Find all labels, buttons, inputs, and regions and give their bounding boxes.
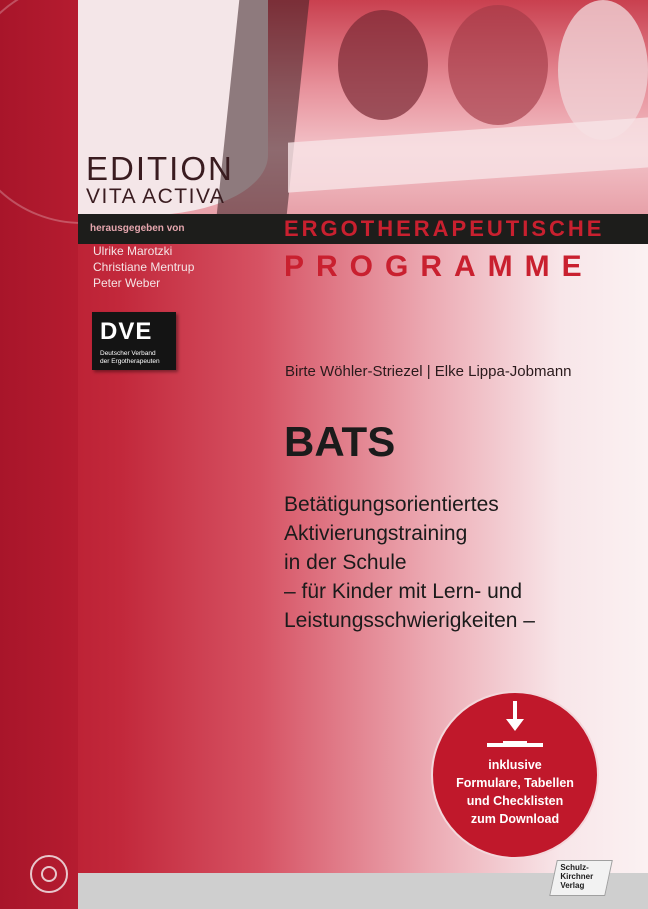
dve-logo-text: Deutscher Verband der Ergotherapeuten xyxy=(100,350,160,365)
subtitle-line: Betätigungsorientiertes xyxy=(284,493,499,516)
dve-logo-abbr: DVE xyxy=(100,318,153,345)
series-title-line1: ERGOTHERAPEUTISCHE xyxy=(284,216,605,241)
edition-title: EDITION xyxy=(86,150,234,187)
cd-icon xyxy=(30,855,68,893)
authors: Birte Wöhler-Striezel | Elke Lippa-Jobmann xyxy=(285,363,572,380)
publisher-logo: Schulz- Kirchner Verlag xyxy=(549,860,613,896)
subtitle-line: Aktivierungstraining xyxy=(284,522,468,545)
download-line xyxy=(487,743,543,747)
subtitle-line: Leistungsschwierigkeiten – xyxy=(284,609,535,632)
editor-name: Peter Weber xyxy=(93,276,161,290)
editors-list xyxy=(93,243,194,291)
editor-name: Christiane Mentrup xyxy=(93,260,195,274)
download-icon xyxy=(503,701,527,747)
book-subtitle xyxy=(284,490,614,635)
book-title: BATS xyxy=(284,418,396,465)
dve-logo xyxy=(92,312,176,370)
edition-subtitle: VITA ACTIVA xyxy=(86,185,226,208)
badge-text: inklusive Formulare, Tabellen und Checklisten zum Download xyxy=(456,758,574,826)
subtitle-line: – für Kinder mit Lern- und xyxy=(284,580,523,603)
edition-block xyxy=(86,152,266,208)
download-badge xyxy=(431,691,599,859)
editor-name: Ulrike Marotzki xyxy=(93,244,173,258)
cover-spine-band xyxy=(0,0,78,909)
editors-label: herausgegeben von xyxy=(90,223,185,234)
subtitle-line: in der Schule xyxy=(284,551,407,574)
series-title-line2: PROGRAMME xyxy=(284,250,594,283)
